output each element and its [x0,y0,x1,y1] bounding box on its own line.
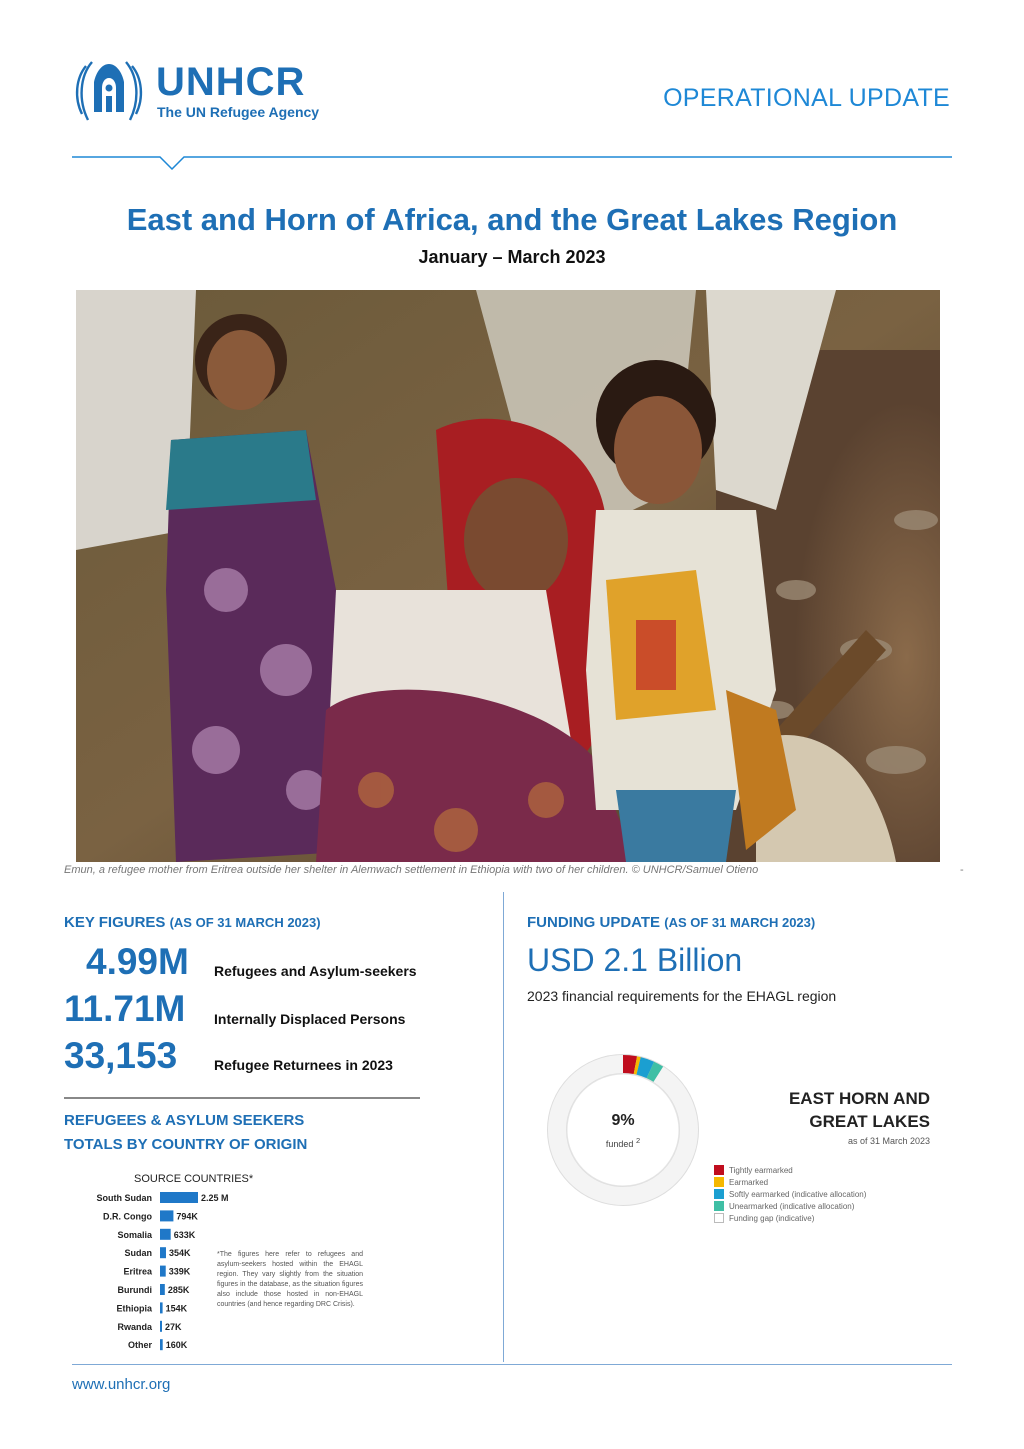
legend-swatch [714,1201,724,1211]
funding-date: (AS OF 31 MARCH 2023) [664,915,816,930]
bar [160,1339,163,1350]
funding-legend [714,1164,914,1224]
caption-marker: - [960,864,964,876]
bar [160,1302,163,1313]
bar-value-label: 160K [165,1340,188,1351]
bar [160,1321,162,1332]
donut-segment [623,1064,635,1065]
bar [160,1266,166,1277]
photo-caption: Emun, a refugee mother from Eritrea outside her shelter in Alemwach settlement in Ethiopia with two of her children. © UNHCR/Samuel Otieno [64,864,759,876]
legend-label: Earmarked [729,1177,769,1187]
funded-percent: 9% [611,1112,635,1129]
key-figures-divider [64,1097,420,1099]
bar-value-label: 354K [168,1248,191,1259]
donut-segment [650,1070,658,1074]
key-figures-date: (AS OF 31 MARCH 2023) [169,915,321,930]
footer-link[interactable]: www.unhcr.org [72,1376,171,1393]
legend-swatch [714,1213,724,1223]
bar-category-label: South Sudan [96,1193,152,1203]
funding-donut-chart [543,1050,703,1210]
bar-value-label: 794K [176,1211,198,1222]
bar [160,1192,198,1203]
legend-label: Unearmarked (indicative allocation) [729,1201,855,1211]
funded-label [543,1136,703,1149]
legend-swatch [714,1189,724,1199]
bar-category-label: Rwanda [117,1321,152,1332]
key-figure-label: Refugee Returnees in 2023 [214,1057,393,1073]
key-figure-label: Refugees and Asylum-seekers [214,963,417,979]
origin-heading-line2: TOTALS BY COUNTRY OF ORIGIN [64,1136,308,1153]
bar-value-label: 633K [173,1229,196,1240]
legend-label: Softly earmarked (indicative allocation) [729,1189,867,1199]
bar-value-label: 285K [167,1285,190,1295]
key-figure-value: 4.99M [86,941,189,982]
bar-category-label: Ethiopia [116,1303,152,1314]
header-divider [72,156,952,170]
bar [160,1284,165,1295]
bar-category-label: Somalia [117,1229,152,1240]
donut-segment [639,1066,651,1070]
legend-swatch [714,1177,724,1187]
document-type: OPERATIONAL UPDATE [663,84,950,112]
legend-item [714,1188,914,1200]
donut-hole [567,1074,679,1186]
bar-value-label: 2.25 M [201,1193,229,1203]
bar [160,1210,173,1221]
bar-value-label: 339K [168,1266,191,1277]
chart-title: SOURCE COUNTRIES* [134,1173,254,1185]
key-figure-value: 33,153 [64,1035,178,1076]
legend-item [714,1212,914,1224]
key-figure-label: Internally Displaced Persons [214,1011,406,1027]
page-title: East and Horn of Africa, and the Great Lakes Region [126,202,898,237]
legend-label: Tightly earmarked [729,1165,793,1175]
bar-category-label: Sudan [124,1248,152,1259]
funded-text: funded [605,1139,634,1149]
legend-item [714,1176,914,1188]
bar [160,1247,166,1258]
legend-swatch [714,1165,724,1175]
key-figures-heading [64,914,321,931]
chart-footnote: *The figures here refer to refugees and asylum-seekers hosted within the EHAGL region. They vary slightly from the situation figures in the database, as the situation figures also include those hosted in non-EHAGL countries (and hence regarding DRC Crisis). [217,1251,363,1308]
legend-item [714,1164,914,1176]
bar-category-label: Eritrea [123,1266,152,1277]
cover-photo [76,290,940,862]
bar-category-label: Other [127,1340,152,1351]
org-tagline: The UN Refugee Agency [157,104,320,120]
region-title-line2: GREAT LAKES [809,1112,930,1131]
bar-value-label: 27K [165,1321,182,1332]
origin-heading-line1: REFUGEES & ASYLUM SEEKERS [64,1112,305,1129]
bar-category-label: Burundi [117,1285,152,1295]
funded-footnote-marker: 2 [635,1136,641,1145]
org-name: UNHCR [156,60,306,104]
page-subtitle: January – March 2023 [418,247,606,267]
donut-segment [635,1065,638,1066]
funding-description: 2023 financial requirements for the EHAGL region [527,988,837,1004]
legend-item [714,1200,914,1212]
key-figure-value: 11.71M [64,988,186,1029]
funding-heading [527,914,815,931]
legend-label: Funding gap (indicative) [729,1213,815,1223]
funding-amount: USD 2.1 Billion [527,942,743,978]
funding-title: FUNDING UPDATE [527,914,661,931]
column-divider [503,892,504,1362]
key-figures-title: KEY FIGURES [64,914,166,931]
region-date: as of 31 March 2023 [847,1136,930,1146]
bar-value-label: 154K [165,1303,188,1314]
bar [160,1229,171,1240]
region-title-line1: EAST HORN AND [788,1089,930,1108]
bar-category-label: D.R. Congo [103,1211,152,1222]
footer-divider [72,1364,952,1365]
